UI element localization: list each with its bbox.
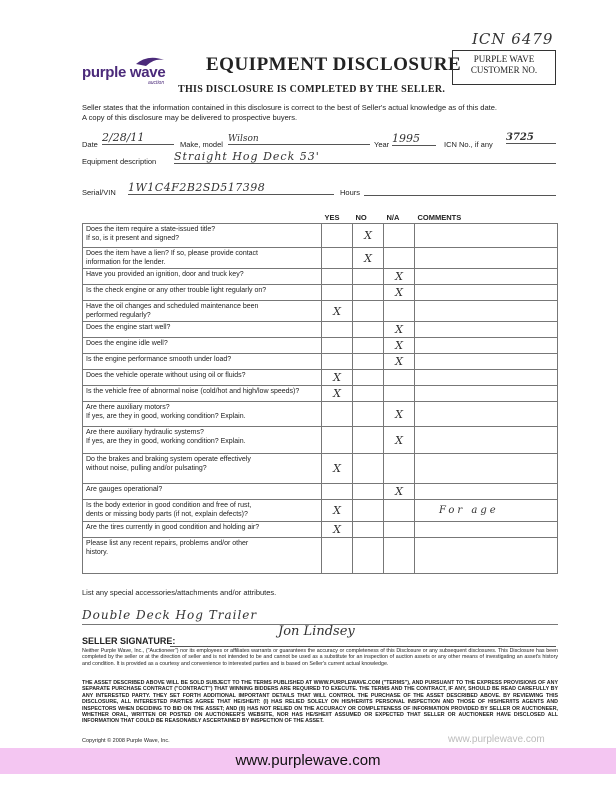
- question-cell: [83, 538, 322, 574]
- table-row: [83, 354, 558, 370]
- table-row: [83, 386, 558, 402]
- no-checkbox[interactable]: [353, 269, 384, 285]
- question-line-1: Are there auxiliary hydraulic systems?: [86, 429, 204, 436]
- no-checkbox[interactable]: [353, 301, 384, 322]
- yes-checkbox[interactable]: [322, 269, 353, 285]
- question-line-1: Do the brakes and braking system operate effectively: [86, 456, 251, 463]
- na-checkbox[interactable]: [384, 224, 415, 248]
- question-cell: [83, 402, 322, 427]
- question-line-1: Does the engine idle well?: [86, 340, 168, 347]
- footer-url[interactable]: www.purplewave.com: [235, 752, 381, 769]
- question-line-1: Is the check engine or any other trouble light regularly on?: [86, 287, 267, 294]
- table-row: [83, 269, 558, 285]
- yes-checkbox[interactable]: [322, 338, 353, 354]
- question-cell: [83, 427, 322, 454]
- question-cell: [83, 301, 322, 322]
- legal-terms: THE ASSET DESCRIBED ABOVE WILL BE SOLD SUBJECT TO THE TERMS PUBLISHED AT WWW.PURPLEWAVE.COM ("TERMS"), AND PURSUANT TO THE EXPRESS PROVISIONS OF ANY SEPARATE PURCHASE CONTRACT ("CONTRACT") THAT WINNING BIDDERS ARE REQUIRED TO EXECUTE. THE TERMS AND THE CONTRACT, IF ANY, SHOULD BE READ CAREFULLY BY ANY INTERESTED PARTY. THEY SET FORTH ADDITIONAL IMPORTANT DETAILS THAT WILL CONTROL THE PURCHASE OF THE ASSET DESCRIBED ABOVE. BY REVIEWING THIS DISCLOSURE, ALL INTERESTED PARTIES AGREE THAT HE/SHE/IT: (I) HAS RELIED SOLELY ON HIS/HER/ITS PERSONAL INSPECTION AND THOSE OF HIS/HER/ITS AGENTS AND INSPECTORS WHEN DECIDING TO BID ON THE ASSET; AND (II) HAS NOT RELIED ON THE ACCURACY OR COMPLETENESS OF INFORMATION PROVIDED BY SELLER OR AUCTIONEER, WHETHER ORAL, WRITTEN OR POSTED ON AUCTIONEER'S WEBSITE, NOR HAS HE/SHE/IT ASSUMED OR EXPECTED THAT SELLER OR AUCTIONEER HAVE DISCLOSED ALL INFORMATION THAT COULD BE REASONABLY ASCERTAINED BY INSPECTION OF THE ASSET.: [82, 680, 558, 725]
- question-line-1: Please list any recent repairs, problems and/or other: [86, 540, 249, 547]
- question-line-1: Does the engine start well?: [86, 324, 171, 331]
- question-line-1: Have you provided an ignition, door and truck key?: [86, 271, 244, 278]
- signature-line: [170, 646, 556, 647]
- page-title: EQUIPMENT DISCLOSURE: [206, 54, 462, 75]
- question-line-1: Are there auxiliary motors?: [86, 404, 170, 411]
- page-subtitle: THIS DISCLOSURE IS COMPLETED BY THE SELLER.: [178, 84, 446, 95]
- question-line-2: performed regularly?: [86, 312, 151, 319]
- yes-checkbox[interactable]: X: [322, 370, 353, 386]
- yes-checkbox[interactable]: X: [322, 522, 353, 538]
- no-checkbox[interactable]: [353, 484, 384, 500]
- comment-cell[interactable]: [415, 322, 558, 338]
- question-cell: [83, 522, 322, 538]
- intro-line-2: A copy of this disclosure may be delivered to prospective buyers.: [82, 113, 298, 122]
- question-line-2: information for the lender.: [86, 259, 166, 266]
- table-row: [83, 370, 558, 386]
- question-cell: [83, 248, 322, 269]
- description-field[interactable]: Straight Hog Deck 53': [174, 150, 556, 164]
- table-row: [83, 301, 558, 322]
- question-cell: [83, 354, 322, 370]
- question-cell: [83, 224, 322, 248]
- logo-subtext: auction: [148, 80, 165, 86]
- na-checkbox[interactable]: X: [384, 322, 415, 338]
- question-cell: [83, 454, 322, 484]
- comment-cell[interactable]: [415, 338, 558, 354]
- question-line-2: without noise, pulling and/or pulsating?: [86, 465, 207, 472]
- comment-cell[interactable]: [415, 370, 558, 386]
- no-checkbox[interactable]: X: [353, 248, 384, 269]
- comment-cell[interactable]: [415, 522, 558, 538]
- question-cell: [83, 484, 322, 500]
- no-checkbox[interactable]: [353, 500, 384, 522]
- na-checkbox[interactable]: X: [384, 338, 415, 354]
- question-line-1: Is the body exterior in good condition and free of rust,: [86, 502, 252, 509]
- table-row: [83, 427, 558, 454]
- table-row: [83, 285, 558, 301]
- na-checkbox[interactable]: X: [384, 402, 415, 427]
- customer-number-box: [452, 50, 556, 85]
- year-label: Year: [374, 140, 390, 149]
- description-label: Equipment description: [82, 157, 157, 166]
- comment-cell[interactable]: [415, 402, 558, 427]
- table-row: [83, 402, 558, 427]
- table-row: [83, 500, 558, 522]
- year-field[interactable]: 1995: [392, 132, 436, 146]
- signature-label: SELLER SIGNATURE:: [82, 636, 176, 646]
- comment-cell[interactable]: [415, 538, 558, 574]
- no-checkbox[interactable]: [353, 354, 384, 370]
- no-checkbox[interactable]: [353, 538, 384, 574]
- serial-label: Serial/VIN: [82, 188, 116, 197]
- date-field[interactable]: 2/28/11: [102, 131, 174, 145]
- na-checkbox[interactable]: [384, 301, 415, 322]
- na-checkbox[interactable]: [384, 538, 415, 574]
- question-line-1: Does the item have a lien? If so, please provide contact: [86, 250, 258, 257]
- make-model-field[interactable]: Wilson: [228, 134, 370, 145]
- yes-checkbox[interactable]: [322, 427, 353, 454]
- yes-checkbox[interactable]: [322, 354, 353, 370]
- question-cell: [83, 386, 322, 402]
- na-checkbox[interactable]: X: [384, 484, 415, 500]
- comment-cell[interactable]: [415, 301, 558, 322]
- table-row: [83, 224, 558, 248]
- copyright: Copyright © 2008 Purple Wave, Inc.: [82, 738, 170, 744]
- comments-header: COMMENTS: [415, 212, 558, 224]
- na-checkbox[interactable]: [384, 500, 415, 522]
- hours-field[interactable]: [364, 186, 556, 196]
- question-line-1: Is the engine performance smooth under load?: [86, 356, 232, 363]
- customer-box-line2: CUSTOMER NO.: [470, 65, 538, 75]
- no-checkbox[interactable]: [353, 454, 384, 484]
- question-line-1: Are the tires currently in good condition and holding air?: [86, 524, 260, 531]
- yes-checkbox[interactable]: X: [322, 454, 353, 484]
- question-cell: [83, 269, 322, 285]
- na-checkbox[interactable]: X: [384, 354, 415, 370]
- question-line-1: Are gauges operational?: [86, 486, 163, 493]
- yes-checkbox[interactable]: [322, 402, 353, 427]
- no-checkbox[interactable]: [353, 285, 384, 301]
- question-cell: [83, 338, 322, 354]
- disclosure-table: [82, 212, 558, 574]
- na-checkbox[interactable]: [384, 454, 415, 484]
- question-cell: [83, 322, 322, 338]
- yes-header: YES: [322, 212, 353, 224]
- comment-cell[interactable]: [415, 248, 558, 269]
- table-row: [83, 538, 558, 574]
- question-cell: [83, 500, 322, 522]
- question-line-1: Does the vehicle operate without using oil or fluids?: [86, 372, 246, 379]
- table-row: [83, 248, 558, 269]
- comment-cell[interactable]: [415, 484, 558, 500]
- no-checkbox[interactable]: [353, 322, 384, 338]
- yes-checkbox[interactable]: [322, 224, 353, 248]
- question-header: [83, 212, 322, 224]
- no-checkbox[interactable]: [353, 338, 384, 354]
- no-checkbox[interactable]: [353, 427, 384, 454]
- no-checkbox[interactable]: [353, 370, 384, 386]
- logo-name: purple wave: [82, 64, 166, 81]
- table-row: [83, 484, 558, 500]
- date-label: Date: [82, 140, 98, 149]
- question-line-2: If yes, are they in good, working condition? Explain.: [86, 413, 246, 420]
- comment-cell[interactable]: For age: [415, 500, 558, 522]
- na-checkbox[interactable]: [384, 522, 415, 538]
- na-checkbox[interactable]: X: [384, 285, 415, 301]
- na-checkbox[interactable]: [384, 248, 415, 269]
- accessories-label: List any special accessories/attachments and/or attributes.: [82, 588, 277, 597]
- comment-cell[interactable]: [415, 454, 558, 484]
- question-line-2: If yes, are they in good, working condition? Explain.: [86, 438, 246, 445]
- question-line-2: history.: [86, 549, 109, 556]
- site-small: www.purplewave.com: [448, 734, 545, 745]
- table-row: [83, 454, 558, 484]
- make-label: Make, model: [180, 140, 223, 149]
- na-checkbox[interactable]: [384, 370, 415, 386]
- yes-checkbox[interactable]: [322, 322, 353, 338]
- yes-checkbox[interactable]: X: [322, 500, 353, 522]
- question-line-1: Is the vehicle free of abnormal noise (cold/hot and high/low speeds)?: [86, 388, 300, 395]
- purple-wave-logo: [76, 54, 186, 88]
- no-checkbox[interactable]: [353, 386, 384, 402]
- table-row: [83, 322, 558, 338]
- question-cell: [83, 285, 322, 301]
- comment-cell[interactable]: [415, 285, 558, 301]
- question-line-2: If so, is it present and signed?: [86, 235, 179, 242]
- question-line-2: dents or missing body parts (if not, explain defects)?: [86, 511, 248, 518]
- hours-label: Hours: [340, 188, 361, 197]
- yes-checkbox[interactable]: [322, 285, 353, 301]
- comment-cell[interactable]: [415, 224, 558, 248]
- yes-checkbox[interactable]: [322, 248, 353, 269]
- yes-checkbox[interactable]: X: [322, 301, 353, 322]
- no-checkbox[interactable]: [353, 522, 384, 538]
- intro-line-1: Seller states that the information contained in this disclosure is correct to the best of Seller's actual knowledge as of this date.: [82, 103, 497, 112]
- icn-label: ICN No., if any: [444, 140, 493, 149]
- serial-field[interactable]: 1W1C4F2B2SD517398: [128, 181, 334, 195]
- yes-checkbox[interactable]: X: [322, 386, 353, 402]
- comment-cell[interactable]: [415, 386, 558, 402]
- na-header: N/A: [384, 212, 415, 224]
- customer-box-line1: PURPLE WAVE: [473, 54, 535, 64]
- question-line-1: Does the item require a state-issued title?: [86, 226, 216, 233]
- table-row: [83, 338, 558, 354]
- table-header-row: [83, 212, 558, 224]
- na-checkbox[interactable]: X: [384, 427, 415, 454]
- no-checkbox[interactable]: X: [353, 224, 384, 248]
- icn-field[interactable]: 3725: [506, 132, 556, 144]
- na-checkbox[interactable]: [384, 386, 415, 402]
- yes-checkbox[interactable]: [322, 484, 353, 500]
- no-checkbox[interactable]: [353, 402, 384, 427]
- na-checkbox[interactable]: X: [384, 269, 415, 285]
- table-row: [83, 522, 558, 538]
- seller-signature[interactable]: Jon Lindsey: [278, 624, 355, 639]
- yes-checkbox[interactable]: [322, 538, 353, 574]
- accessories-field[interactable]: Double Deck Hog Trailer: [82, 608, 258, 622]
- legal-disclaimer: Neither Purple Wave, Inc., ("Auctioneer") nor its employees or affiliates warrants or guarantees the accuracy or completeness of this Disclosure or any subsequent disclosures. This Disclosure has been completed by the seller or at the direction of seller and is not intended to be and cannot be used as a substitute for an inspection of auction assets or any other means of investigating an asset's history and condition. It is provided as a courtesy and convenience to interested parties and is based on Seller's current actual knowledge.: [82, 648, 558, 667]
- comment-cell[interactable]: [415, 427, 558, 454]
- comment-cell[interactable]: [415, 354, 558, 370]
- question-line-1: Have the oil changes and scheduled maintenance been: [86, 303, 259, 310]
- icn-handwritten: ICN 6479: [472, 30, 554, 48]
- no-header: NO: [353, 212, 384, 224]
- question-cell: [83, 370, 322, 386]
- comment-cell[interactable]: [415, 269, 558, 285]
